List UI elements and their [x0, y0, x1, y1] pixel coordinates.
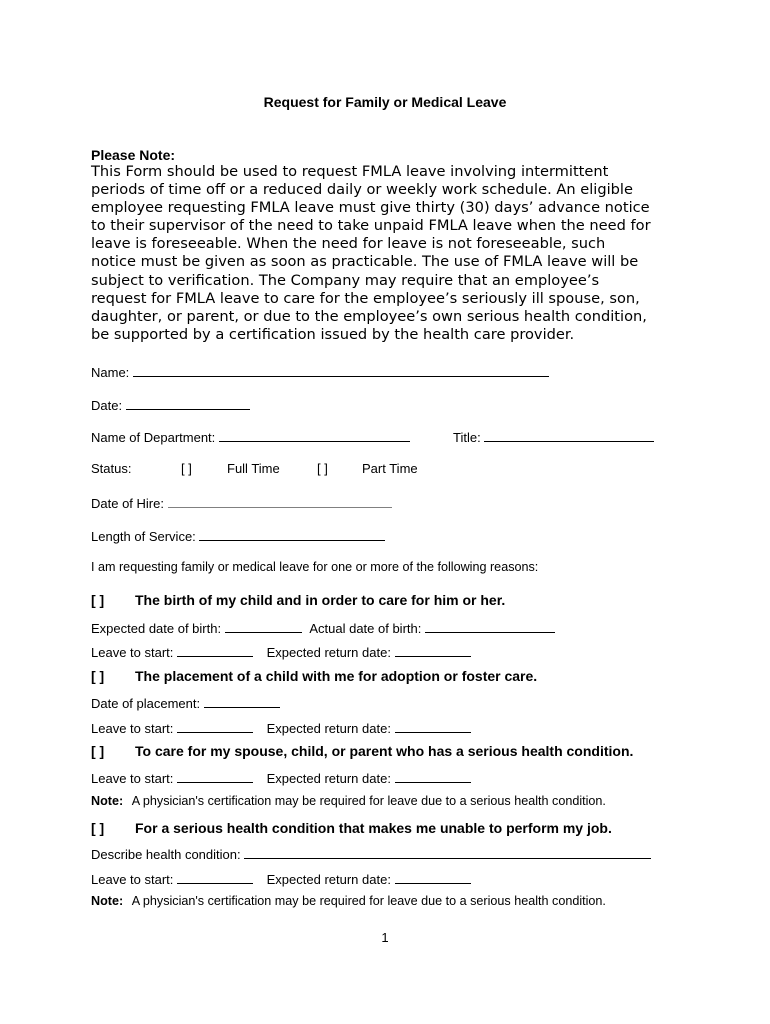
leave-start-label: Leave to start:	[91, 872, 174, 887]
hire-row	[91, 494, 392, 511]
birth-leave-row	[91, 643, 471, 660]
actual-birth-field[interactable]	[425, 619, 555, 633]
care-note	[91, 794, 606, 808]
department-field[interactable]	[219, 428, 410, 442]
length-of-service-field[interactable]	[199, 527, 385, 541]
note-paragraph	[91, 163, 691, 344]
expected-birth-label: Expected date of birth:	[91, 621, 222, 636]
reasons-intro: I am requesting family or medical leave for one or more of the following reasons:	[91, 560, 539, 574]
expected-return-field[interactable]	[395, 643, 471, 657]
note-text: A physician's certification may be required for leave due to a serious health condition.	[131, 794, 606, 808]
page-number: 1	[381, 930, 389, 945]
leave-start-field[interactable]	[177, 719, 253, 733]
describe-row	[91, 845, 651, 862]
note-line: leave is foreseeable. When the need for leave is not foreseeable, such	[91, 235, 606, 253]
date-label: Date:	[91, 398, 123, 413]
actual-birth-label: Actual date of birth:	[309, 621, 422, 636]
service-row	[91, 527, 385, 544]
name-label: Name:	[91, 365, 130, 380]
expected-return-label: Expected return date:	[266, 645, 391, 660]
birth-reason: The birth of my child and in order to care for him or her.	[135, 592, 506, 608]
note-line: to their supervisor of the need to take unpaid FMLA leave when the need for	[91, 217, 651, 235]
note-line: This Form should be used to request FMLA leave involving intermittent	[91, 163, 609, 180]
department-row	[91, 428, 410, 445]
leave-start-label: Leave to start:	[91, 645, 174, 660]
care-reason: To care for my spouse, child, or parent who has a serious health condition.	[135, 743, 634, 759]
note-label: Note:	[91, 894, 124, 908]
form-title: Request for Family or Medical Leave	[263, 94, 507, 110]
expected-birth-field[interactable]	[225, 619, 302, 633]
title-label: Title:	[453, 430, 481, 445]
care-checkbox[interactable]: [ ]	[91, 743, 105, 759]
expected-return-field[interactable]	[395, 769, 471, 783]
status-label: Status:	[91, 461, 132, 476]
expected-return-field[interactable]	[395, 870, 471, 884]
expected-return-label: Expected return date:	[266, 721, 391, 736]
placement-reason: The placement of a child with me for adoption or foster care.	[135, 668, 538, 684]
full-time-label: Full Time	[227, 461, 280, 476]
date-of-hire-field[interactable]	[168, 494, 392, 508]
expected-return-label: Expected return date:	[266, 872, 391, 887]
own-checkbox[interactable]: [ ]	[91, 820, 105, 836]
date-row	[91, 396, 250, 413]
own-leave-row	[91, 870, 471, 887]
full-time-checkbox[interactable]: [ ]	[181, 461, 192, 476]
note-line: daughter, or parent, or due to the employee’s own serious health condition,	[91, 307, 647, 325]
date-placement-field[interactable]	[204, 694, 280, 708]
note-heading: Please Note:	[91, 147, 176, 163]
part-time-checkbox[interactable]: [ ]	[317, 461, 328, 476]
birth-checkbox[interactable]: [ ]	[91, 592, 105, 608]
leave-start-field[interactable]	[177, 769, 253, 783]
note-text: A physician's certification may be required for leave due to a serious health condition.	[131, 894, 606, 908]
describe-field[interactable]	[244, 845, 651, 859]
note-line: employee requesting FMLA leave must give thirty (30) days’ advance notice	[91, 199, 650, 217]
note-line: be supported by a certification issued by the health care provider.	[91, 325, 575, 343]
own-reason: For a serious health condition that makes me unable to perform my job.	[135, 820, 612, 836]
own-note	[91, 894, 606, 908]
length-of-service-label: Length of Service:	[91, 529, 196, 544]
note-line: request for FMLA leave to care for the employee’s seriously ill spouse, son,	[91, 289, 640, 307]
care-leave-row	[91, 769, 471, 786]
name-field[interactable]	[133, 363, 549, 377]
placement-checkbox[interactable]: [ ]	[91, 668, 105, 684]
note-label: Note:	[91, 794, 124, 808]
name-row	[91, 363, 549, 380]
date-field[interactable]	[126, 396, 250, 410]
title-row	[453, 428, 654, 445]
leave-start-label: Leave to start:	[91, 721, 174, 736]
date-placement-label: Date of placement:	[91, 696, 201, 711]
department-label: Name of Department:	[91, 430, 216, 445]
leave-start-field[interactable]	[177, 643, 253, 657]
leave-start-label: Leave to start:	[91, 771, 174, 786]
date-of-hire-label: Date of Hire:	[91, 496, 164, 511]
placement-leave-row	[91, 719, 471, 736]
note-line: notice must be given as soon as practicable. The use of FMLA leave will be	[91, 253, 639, 271]
leave-start-field[interactable]	[177, 870, 253, 884]
note-line: periods of time off or a reduced daily or weekly work schedule. An eligible	[91, 181, 633, 199]
placement-date-row	[91, 694, 280, 711]
title-field[interactable]	[484, 428, 654, 442]
note-line: subject to verification. The Company may require that an employee’s	[91, 271, 600, 289]
expected-return-field[interactable]	[395, 719, 471, 733]
birth-dates-row	[91, 619, 555, 636]
expected-return-label: Expected return date:	[266, 771, 391, 786]
part-time-label: Part Time	[362, 461, 418, 476]
describe-label: Describe health condition:	[91, 847, 241, 862]
